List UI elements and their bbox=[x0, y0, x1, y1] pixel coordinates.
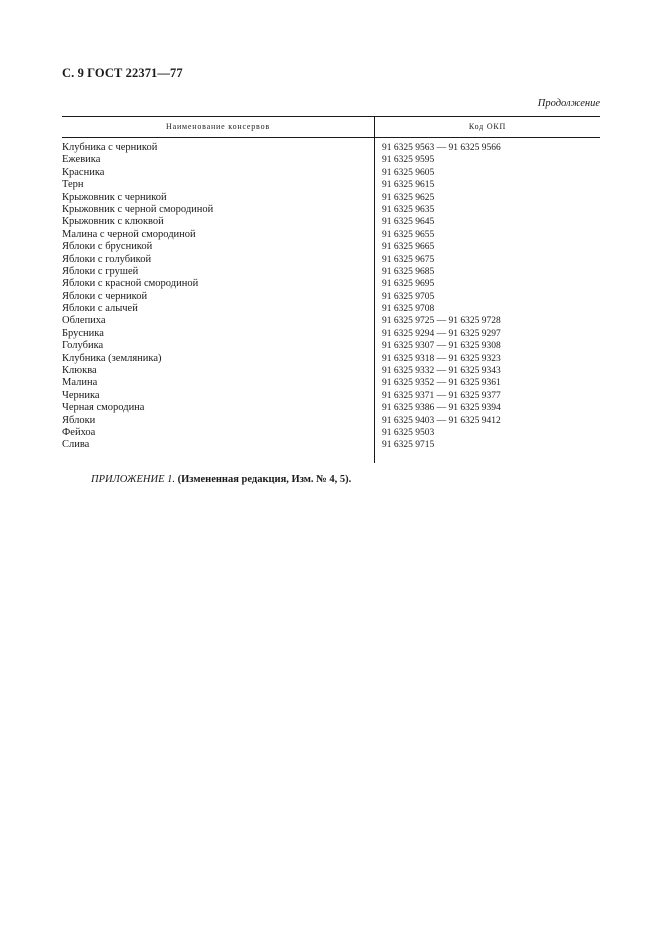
product-name: Слива bbox=[62, 439, 90, 451]
table-row bbox=[62, 254, 600, 266]
column-header-code: Код ОКП bbox=[468, 122, 507, 131]
table-top-rule bbox=[62, 116, 600, 117]
table-row bbox=[62, 427, 600, 439]
table-row bbox=[62, 353, 600, 365]
table-header-rule bbox=[62, 137, 600, 138]
product-name: Малина bbox=[62, 377, 98, 389]
table-row bbox=[62, 216, 600, 228]
table-row bbox=[62, 439, 600, 451]
table-row bbox=[62, 328, 600, 340]
table-row bbox=[62, 303, 600, 315]
okp-code: 91 6325 9615 bbox=[382, 180, 435, 191]
okp-code: 91 6325 9705 bbox=[382, 291, 435, 302]
product-name: Яблоки с алычей bbox=[62, 303, 138, 315]
okp-code: 91 6325 9563 — 91 6325 9566 bbox=[382, 143, 501, 153]
product-name: Облепиха bbox=[62, 315, 106, 327]
okp-code: 91 6325 9655 bbox=[382, 229, 435, 240]
product-name: Красника bbox=[62, 166, 105, 178]
table-row bbox=[62, 204, 600, 216]
product-name: Терн bbox=[62, 179, 84, 191]
okp-code: 91 6325 9595 bbox=[382, 155, 435, 166]
okp-code: 91 6325 9708 bbox=[382, 304, 435, 315]
okp-table bbox=[62, 116, 600, 464]
table-row bbox=[62, 266, 600, 278]
product-name: Крыжовник с черникой bbox=[62, 191, 167, 203]
okp-code: 91 6325 9294 — 91 6325 9297 bbox=[382, 328, 501, 339]
table-row bbox=[62, 340, 600, 352]
column-header-name: Наименование консервов bbox=[166, 122, 270, 131]
product-name: Яблоки bbox=[62, 414, 96, 426]
table-row bbox=[62, 315, 600, 327]
product-name: Малина с черной смородиной bbox=[62, 228, 196, 240]
product-name: Голубика bbox=[62, 340, 104, 352]
amendment-text: (Измененная редакция, Изм. № 4, 5). bbox=[177, 474, 352, 485]
product-name: Крыжовник с клюквой bbox=[62, 216, 164, 228]
okp-code: 91 6325 9403 — 91 6325 9412 bbox=[382, 415, 501, 426]
product-name: Клюква bbox=[62, 365, 97, 377]
product-name: Фейхоа bbox=[62, 426, 96, 438]
product-name: Брусника bbox=[62, 327, 104, 339]
table-row bbox=[62, 192, 600, 204]
table-row bbox=[62, 179, 600, 191]
table-row bbox=[62, 402, 600, 414]
product-name: Клубника (земляника) bbox=[62, 352, 162, 364]
product-name: Яблоки с голубикой bbox=[62, 253, 152, 265]
product-name: Ежевика bbox=[62, 154, 101, 166]
okp-code: 91 6325 9318 — 91 6325 9323 bbox=[382, 353, 501, 364]
okp-code: 91 6325 9685 bbox=[382, 266, 435, 277]
product-name: Яблоки с черникой bbox=[62, 290, 148, 302]
appendix-ref: ПРИЛОЖЕНИЕ 1. bbox=[91, 474, 175, 485]
product-name: Черника bbox=[62, 389, 100, 401]
okp-code: 91 6325 9625 bbox=[382, 192, 435, 203]
okp-code: 91 6325 9635 bbox=[382, 204, 435, 215]
okp-code: 91 6325 9307 — 91 6325 9308 bbox=[382, 341, 501, 352]
okp-code: 91 6325 9665 bbox=[382, 242, 435, 253]
table-row bbox=[62, 390, 600, 402]
table-row bbox=[62, 278, 600, 290]
okp-code: 91 6325 9675 bbox=[382, 254, 435, 265]
product-name: Яблоки с красной смородиной bbox=[62, 278, 199, 290]
okp-code: 91 6325 9371 — 91 6325 9377 bbox=[382, 390, 501, 401]
okp-code: 91 6325 9725 — 91 6325 9728 bbox=[382, 316, 501, 327]
product-name: Яблоки с грушей bbox=[62, 265, 139, 277]
okp-code: 91 6325 9332 — 91 6325 9343 bbox=[382, 366, 501, 377]
okp-code: 91 6325 9715 bbox=[382, 440, 435, 451]
page-title: С. 9 ГОСТ 22371—77 bbox=[62, 66, 183, 80]
okp-code: 91 6325 9645 bbox=[382, 217, 435, 228]
okp-code: 91 6325 9605 bbox=[382, 167, 435, 178]
okp-code: 91 6325 9386 — 91 6325 9394 bbox=[382, 403, 501, 414]
product-name: Черная смородина bbox=[62, 402, 145, 414]
table-row bbox=[62, 241, 600, 253]
table-row bbox=[62, 415, 600, 427]
okp-code: 91 6325 9503 bbox=[382, 427, 435, 438]
table-row bbox=[62, 365, 600, 377]
table-row bbox=[62, 377, 600, 389]
table-row bbox=[62, 142, 600, 154]
appendix-note bbox=[91, 474, 351, 485]
product-name: Клубника с черникой bbox=[62, 142, 158, 153]
product-name: Яблоки с брусникой bbox=[62, 241, 153, 253]
table-row bbox=[62, 229, 600, 241]
table-body bbox=[62, 142, 600, 452]
table-row bbox=[62, 167, 600, 179]
okp-code: 91 6325 9352 — 91 6325 9361 bbox=[382, 378, 501, 389]
product-name: Крыжовник с черной смородиной bbox=[62, 203, 214, 215]
continuation-label: Продолжение bbox=[537, 98, 600, 109]
table-row bbox=[62, 291, 600, 303]
okp-code: 91 6325 9695 bbox=[382, 279, 435, 290]
table-row bbox=[62, 154, 600, 166]
